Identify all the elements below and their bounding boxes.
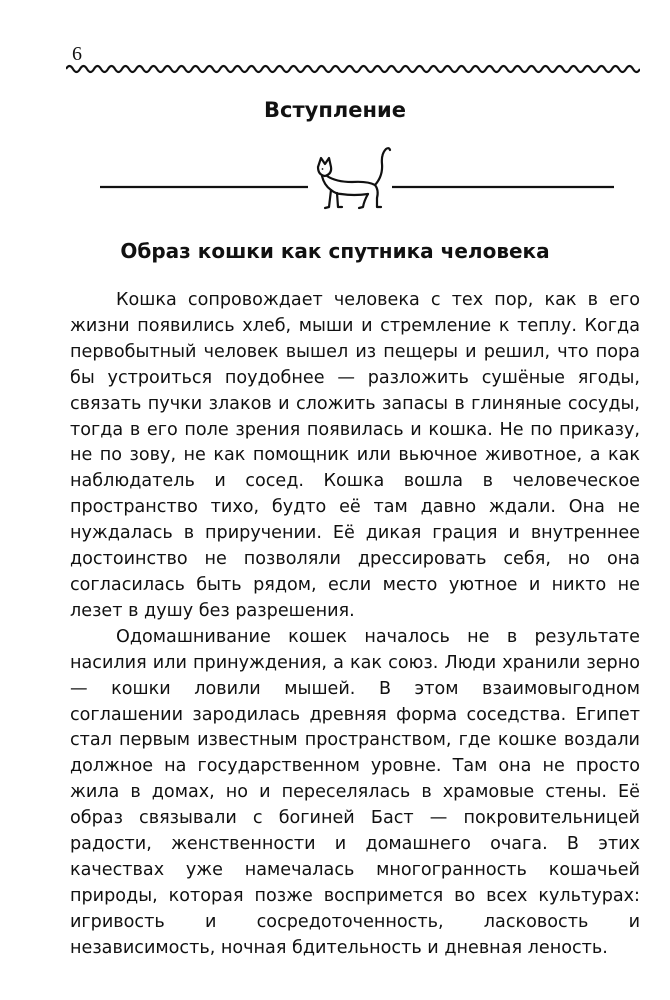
- page-number: 6: [72, 43, 82, 65]
- paragraph-2: Одомашнивание кошек началось не в результате насилия или принуждения, а как союз. Люди хранили зерно — кошки ловили мышей. В этом взаимовыгодном соглашении зародилась древняя форма соседства. Египет стал первым известным пространством, где кошке воздали должное на государственном уровне. Там она не просто жила в домах, но и переселялась в храмовые стены. Её образ связывали с богиней Баст — покровительницей радости, женственности и домашнего очага. В этих качествах уже намечалась многогранность кошачьей природы, которая позже воспримется во всех культурах: игривость и сосредоточенность, ласковость и независимость, ночная бдительность и дневная леность.: [70, 626, 640, 958]
- section-title: Образ кошки как спутника человека: [120, 239, 550, 263]
- paragraph-1: Кошка сопровождает человека с тех пор, как в его жизни появились хлеб, мыши и стремление к теплу. Когда первобытный человек вышел из пещеры и решил, что пора бы устроиться поудобнее — разложить сушёные ягоды, связать пучки злаков и сложить запасы в глиняные сосуды, тогда в его поле зрения появилась и кошка. Не по приказу, не по зову, не как помощник или вьючное животное, а как наблюдатель и сосед. Кошка вошла в человеческое пространство тихо, будто её там давно ждали. Она не нуждалась в приручении. Её дикая грация и внутреннее достоинство не позволяли дрессировать себя, но она согласилась быть рядом, если место уютное и никто не лезет в душу без разрешения.: [70, 290, 640, 621]
- cat-silhouette-icon: [318, 148, 390, 208]
- body-text: [70, 288, 640, 962]
- cat-divider-ornament: [100, 140, 620, 220]
- wavy-header-rule: [66, 62, 640, 76]
- chapter-title: Вступление: [264, 98, 406, 122]
